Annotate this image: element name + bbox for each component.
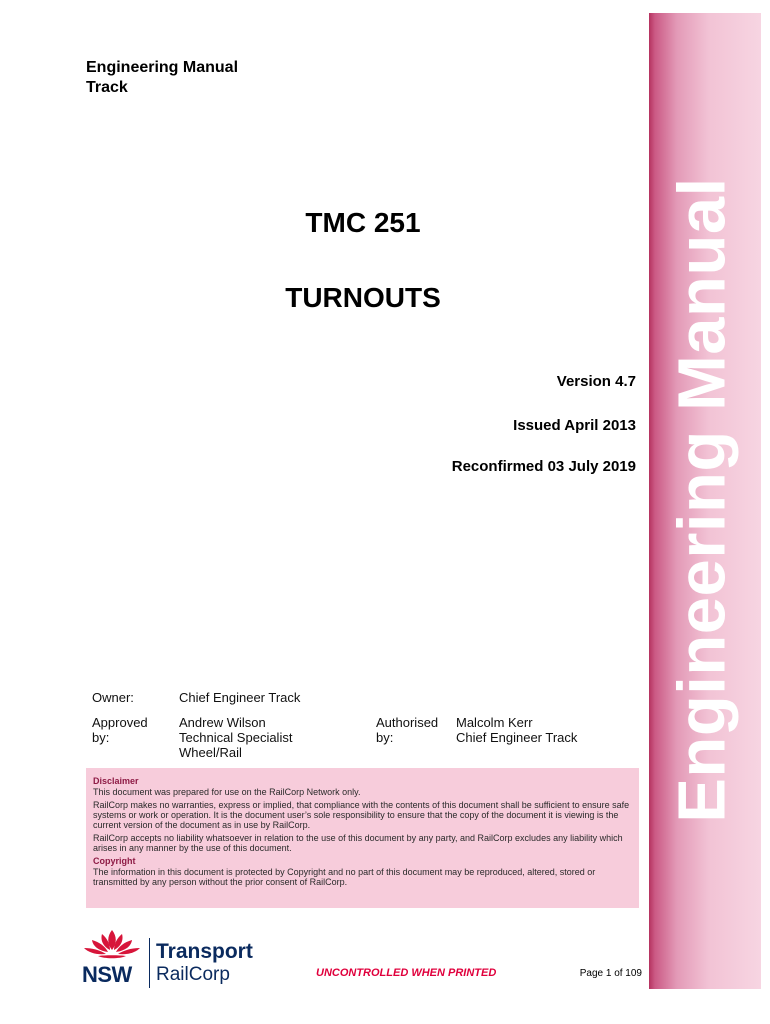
nsw-transport-railcorp-logo — [80, 928, 260, 992]
approved-title-line1: Technical Specialist — [179, 730, 293, 745]
approved-name: Andrew Wilson — [179, 715, 266, 730]
reconfirmed-date: Reconfirmed 03 July 2019 — [451, 458, 636, 475]
owner-label: Owner: — [92, 690, 134, 705]
side-band-title: Engineering Manual — [664, 177, 740, 823]
logo-divider — [149, 938, 150, 988]
approved-by-label — [92, 715, 148, 745]
document-number: TMC 251 — [305, 207, 421, 238]
version-label: Version 4.7 — [556, 373, 636, 390]
document-title: TURNOUTS — [285, 282, 441, 313]
authorised-label-line1: Authorised — [376, 715, 439, 730]
copyright-paragraph: The information in this document is protected by Copyright and no part of this document may be reproduced, altered, stored or transmitted by any person without the prior consent of RailCorp. — [93, 867, 596, 887]
issued-date: Issued April 2013 — [513, 417, 636, 434]
logo-nsw-text: NSW — [82, 962, 132, 987]
uncontrolled-notice: UNCONTROLLED WHEN PRINTED — [316, 967, 497, 979]
authorised-name: Malcolm Kerr — [456, 715, 533, 730]
approved-by-value — [179, 715, 292, 760]
header-discipline: Track — [86, 79, 128, 96]
owner-value: Chief Engineer Track — [179, 690, 301, 705]
authorised-label-line2: by: — [376, 730, 394, 745]
disclaimer-paragraph: This document was prepared for use on the RailCorp Network only. — [93, 787, 361, 797]
disclaimer-heading: Disclaimer — [93, 776, 139, 786]
authorised-by-label — [376, 715, 438, 745]
logo-railcorp-text: RailCorp — [156, 964, 230, 985]
waratah-flower-icon — [80, 928, 144, 964]
page-number: Page 1 of 109 — [579, 968, 642, 979]
logo-transport-text: Transport — [156, 940, 253, 963]
disclaimer-paragraph: RailCorp accepts no liability whatsoever in relation to the use of this document by any party, and RailCorp excludes any liability which arises in any manner by the use of this document. — [93, 833, 623, 853]
authorised-by-value — [456, 715, 577, 745]
approved-label-line1: Approved — [92, 715, 148, 730]
copyright-heading: Copyright — [93, 856, 136, 866]
document-header — [86, 58, 238, 98]
disclaimer-paragraph: RailCorp makes no warranties, express or implied, that compliance with the contents of this document shall be sufficient to ensure safe systems or work or operation. It is the document user’s sole responsibility to ensure that the copy of the document it is viewing is the current version of the document as in use by RailCorp. — [93, 800, 630, 830]
disclaimer-box — [86, 768, 639, 908]
authorised-title: Chief Engineer Track — [456, 730, 578, 745]
approved-label-line2: by: — [92, 730, 110, 745]
approved-title-line2: Wheel/Rail — [179, 745, 242, 760]
header-manual-name: Engineering Manual — [86, 59, 239, 76]
